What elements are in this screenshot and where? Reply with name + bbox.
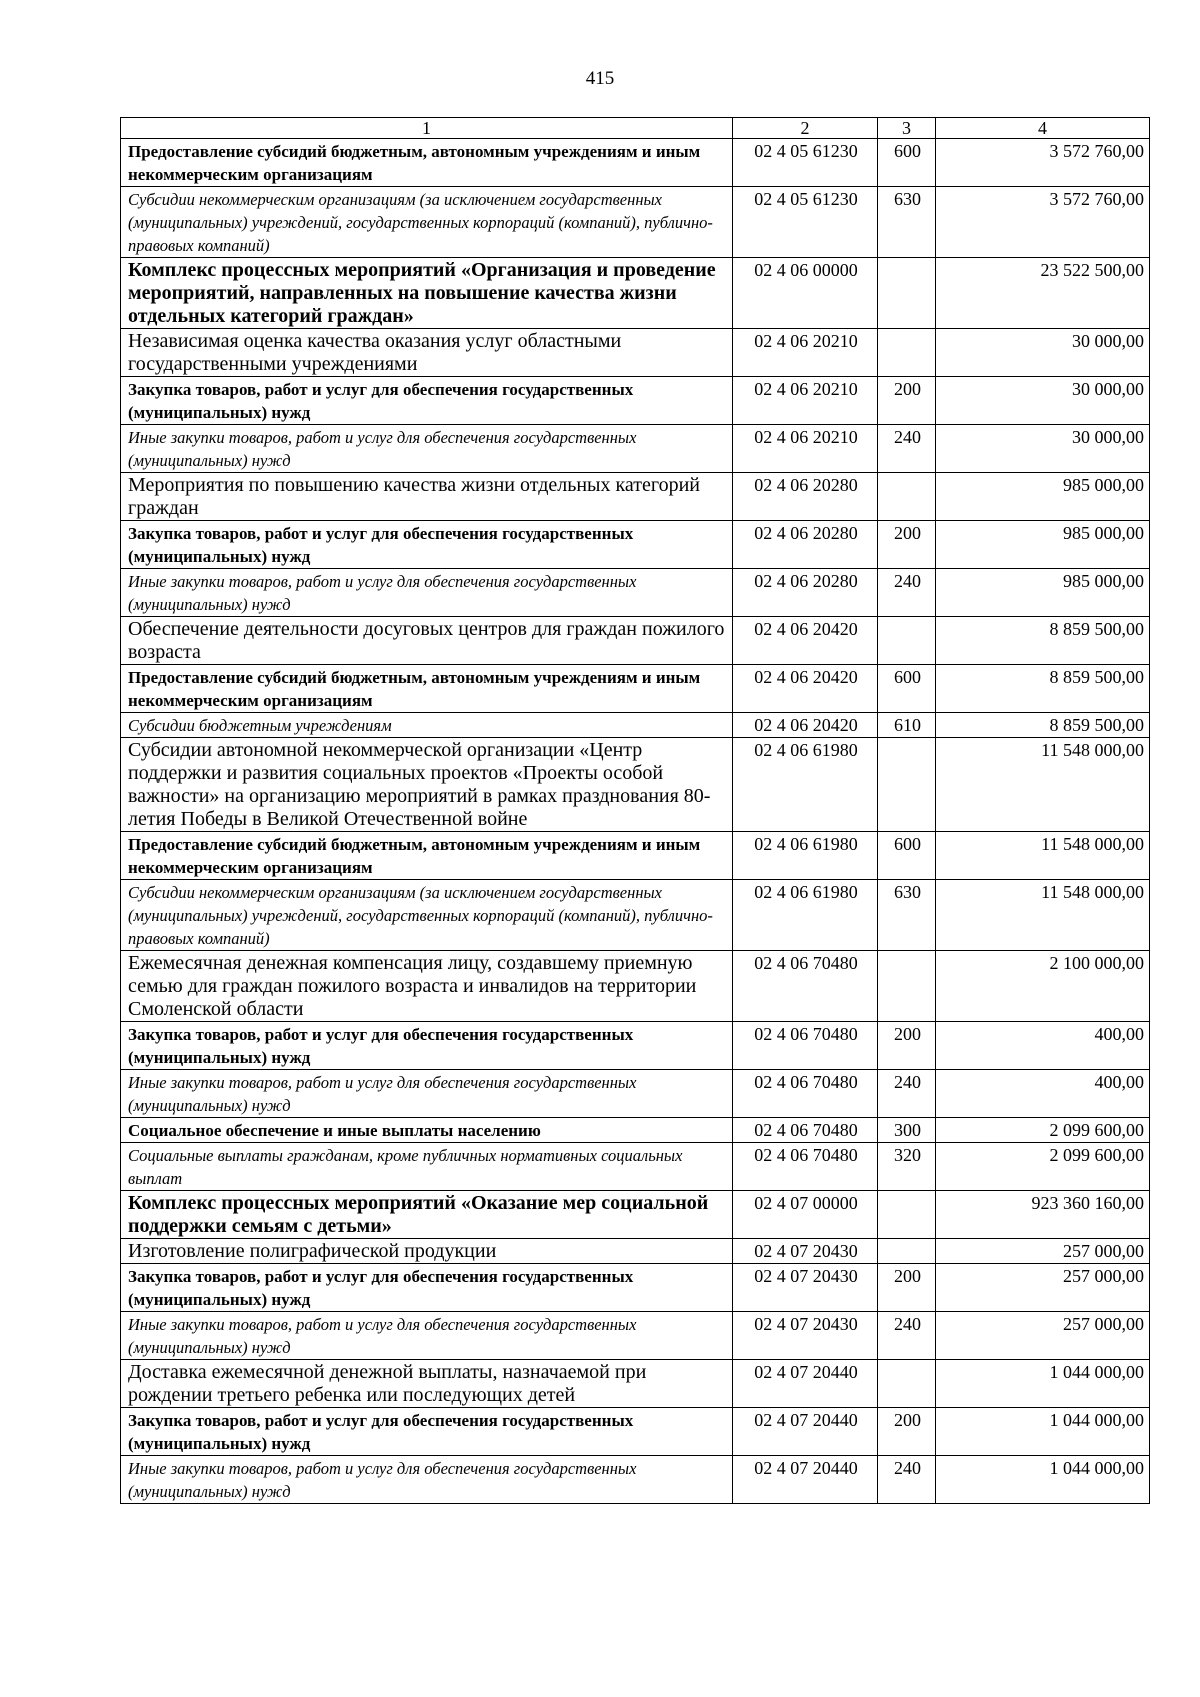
- table-body: [121, 139, 1150, 1504]
- table-row: [121, 1070, 1150, 1118]
- table-header-row: [121, 118, 1150, 139]
- row-name-cell: Предоставление субсидий бюджетным, автономным учреждениям и иным некоммерческим организациям: [121, 139, 733, 187]
- row-expense-type-cell: 240: [878, 569, 936, 617]
- row-name-cell: Предоставление субсидий бюджетным, автономным учреждениям и иным некоммерческим организациям: [121, 832, 733, 880]
- row-amount-cell: 985 000,00: [936, 521, 1150, 569]
- row-code-cell: 02 4 06 20280: [733, 569, 878, 617]
- row-amount-cell: 30 000,00: [936, 329, 1150, 377]
- row-name-cell: Комплекс процессных мероприятий «Организация и проведение мероприятий, направленных на повышение качества жизни отдельных категорий граждан»: [121, 258, 733, 329]
- table-row: [121, 425, 1150, 473]
- table-row: [121, 1360, 1150, 1408]
- row-name-cell: Социальное обеспечение и иные выплаты населению: [121, 1118, 733, 1143]
- row-amount-cell: 1 044 000,00: [936, 1360, 1150, 1408]
- table-row: [121, 1408, 1150, 1456]
- row-amount-cell: 1 044 000,00: [936, 1456, 1150, 1504]
- row-expense-type-cell: [878, 738, 936, 832]
- table-row: [121, 473, 1150, 521]
- row-name-cell: Закупка товаров, работ и услуг для обеспечения государственных (муниципальных) нужд: [121, 521, 733, 569]
- row-code-cell: 02 4 06 70480: [733, 1070, 878, 1118]
- table-row: [121, 1118, 1150, 1143]
- table-row: [121, 832, 1150, 880]
- row-expense-type-cell: 200: [878, 1264, 936, 1312]
- row-code-cell: 02 4 07 20440: [733, 1408, 878, 1456]
- row-expense-type-cell: 600: [878, 665, 936, 713]
- row-code-cell: 02 4 07 20440: [733, 1456, 878, 1504]
- row-expense-type-cell: [878, 473, 936, 521]
- row-expense-type-cell: 240: [878, 1312, 936, 1360]
- page-number: 415: [585, 68, 615, 89]
- row-name-cell: Иные закупки товаров, работ и услуг для обеспечения государственных (муниципальных) нужд: [121, 1312, 733, 1360]
- row-name-cell: Иные закупки товаров, работ и услуг для обеспечения государственных (муниципальных) нужд: [121, 425, 733, 473]
- row-code-cell: 02 4 05 61230: [733, 139, 878, 187]
- row-amount-cell: 30 000,00: [936, 377, 1150, 425]
- table-row: [121, 377, 1150, 425]
- row-expense-type-cell: 600: [878, 832, 936, 880]
- row-code-cell: 02 4 06 61980: [733, 832, 878, 880]
- row-name-cell: Субсидии некоммерческим организациям (за исключением государственных (муниципальных) учреждений, государственных корпораций (компаний), публично-правовых компаний): [121, 187, 733, 258]
- row-name-cell: Социальные выплаты гражданам, кроме публичных нормативных социальных выплат: [121, 1143, 733, 1191]
- row-code-cell: 02 4 07 20430: [733, 1312, 878, 1360]
- row-expense-type-cell: 320: [878, 1143, 936, 1191]
- row-expense-type-cell: 240: [878, 1456, 936, 1504]
- row-expense-type-cell: 610: [878, 713, 936, 738]
- row-name-cell: Закупка товаров, работ и услуг для обеспечения государственных (муниципальных) нужд: [121, 1408, 733, 1456]
- row-amount-cell: 11 548 000,00: [936, 880, 1150, 951]
- row-name-cell: Комплекс процессных мероприятий «Оказание мер социальной поддержки семьям с детьми»: [121, 1191, 733, 1239]
- header-col-1: 1: [121, 118, 733, 139]
- table-row: [121, 951, 1150, 1022]
- row-amount-cell: 8 859 500,00: [936, 665, 1150, 713]
- row-code-cell: 02 4 07 20430: [733, 1264, 878, 1312]
- row-amount-cell: 257 000,00: [936, 1264, 1150, 1312]
- row-code-cell: 02 4 06 70480: [733, 951, 878, 1022]
- table-row: [121, 880, 1150, 951]
- row-expense-type-cell: [878, 1191, 936, 1239]
- row-amount-cell: 2 099 600,00: [936, 1118, 1150, 1143]
- row-name-cell: Ежемесячная денежная компенсация лицу, создавшему приемную семью для граждан пожилого возраста и инвалидов на территории Смоленской области: [121, 951, 733, 1022]
- table-row: [121, 713, 1150, 738]
- row-name-cell: Изготовление полиграфической продукции: [121, 1239, 733, 1264]
- row-name-cell: Закупка товаров, работ и услуг для обеспечения государственных (муниципальных) нужд: [121, 377, 733, 425]
- row-expense-type-cell: 630: [878, 187, 936, 258]
- row-code-cell: 02 4 07 20440: [733, 1360, 878, 1408]
- row-code-cell: 02 4 07 00000: [733, 1191, 878, 1239]
- row-amount-cell: 1 044 000,00: [936, 1408, 1150, 1456]
- table-row: [121, 139, 1150, 187]
- row-expense-type-cell: 600: [878, 139, 936, 187]
- row-name-cell: Закупка товаров, работ и услуг для обеспечения государственных (муниципальных) нужд: [121, 1022, 733, 1070]
- row-amount-cell: 11 548 000,00: [936, 738, 1150, 832]
- row-expense-type-cell: 240: [878, 1070, 936, 1118]
- row-code-cell: 02 4 06 61980: [733, 738, 878, 832]
- table-row: [121, 1191, 1150, 1239]
- table-row: [121, 187, 1150, 258]
- row-amount-cell: 923 360 160,00: [936, 1191, 1150, 1239]
- row-expense-type-cell: 240: [878, 425, 936, 473]
- row-name-cell: Иные закупки товаров, работ и услуг для обеспечения государственных (муниципальных) нужд: [121, 1456, 733, 1504]
- row-expense-type-cell: 200: [878, 521, 936, 569]
- row-code-cell: 02 4 06 20420: [733, 617, 878, 665]
- table-row: [121, 1456, 1150, 1504]
- row-amount-cell: 8 859 500,00: [936, 617, 1150, 665]
- table-row: [121, 1143, 1150, 1191]
- row-expense-type-cell: 630: [878, 880, 936, 951]
- row-amount-cell: 3 572 760,00: [936, 139, 1150, 187]
- table-row: [121, 329, 1150, 377]
- row-name-cell: Иные закупки товаров, работ и услуг для обеспечения государственных (муниципальных) нужд: [121, 1070, 733, 1118]
- row-amount-cell: 257 000,00: [936, 1239, 1150, 1264]
- row-amount-cell: 2 100 000,00: [936, 951, 1150, 1022]
- row-name-cell: Доставка ежемесячной денежной выплаты, назначаемой при рождении третьего ребенка или последующих детей: [121, 1360, 733, 1408]
- row-name-cell: Предоставление субсидий бюджетным, автономным учреждениям и иным некоммерческим организациям: [121, 665, 733, 713]
- row-code-cell: 02 4 06 20210: [733, 377, 878, 425]
- row-expense-type-cell: [878, 951, 936, 1022]
- row-name-cell: Субсидии некоммерческим организациям (за исключением государственных (муниципальных) учреждений, государственных корпораций (компаний), публично-правовых компаний): [121, 880, 733, 951]
- row-code-cell: 02 4 05 61230: [733, 187, 878, 258]
- row-expense-type-cell: 300: [878, 1118, 936, 1143]
- row-amount-cell: 400,00: [936, 1070, 1150, 1118]
- row-name-cell: Независимая оценка качества оказания услуг областными государственными учреждениями: [121, 329, 733, 377]
- row-expense-type-cell: 200: [878, 377, 936, 425]
- row-code-cell: 02 4 06 70480: [733, 1143, 878, 1191]
- table-row: [121, 738, 1150, 832]
- row-code-cell: 02 4 06 20420: [733, 665, 878, 713]
- row-amount-cell: 985 000,00: [936, 569, 1150, 617]
- table-row: [121, 665, 1150, 713]
- row-amount-cell: 400,00: [936, 1022, 1150, 1070]
- table-row: [121, 521, 1150, 569]
- row-name-cell: Закупка товаров, работ и услуг для обеспечения государственных (муниципальных) нужд: [121, 1264, 733, 1312]
- table-row: [121, 258, 1150, 329]
- row-name-cell: Обеспечение деятельности досуговых центров для граждан пожилого возраста: [121, 617, 733, 665]
- row-code-cell: 02 4 06 20280: [733, 521, 878, 569]
- table-row: [121, 1022, 1150, 1070]
- row-amount-cell: 11 548 000,00: [936, 832, 1150, 880]
- table-row: [121, 617, 1150, 665]
- table-row: [121, 1264, 1150, 1312]
- row-code-cell: 02 4 06 20210: [733, 329, 878, 377]
- row-expense-type-cell: 200: [878, 1408, 936, 1456]
- row-name-cell: Иные закупки товаров, работ и услуг для обеспечения государственных (муниципальных) нужд: [121, 569, 733, 617]
- row-name-cell: Субсидии бюджетным учреждениям: [121, 713, 733, 738]
- row-expense-type-cell: [878, 258, 936, 329]
- row-amount-cell: 3 572 760,00: [936, 187, 1150, 258]
- row-amount-cell: 2 099 600,00: [936, 1143, 1150, 1191]
- table-row: [121, 1312, 1150, 1360]
- row-name-cell: Субсидии автономной некоммерческой организации «Центр поддержки и развития социальных проектов «Проекты особой важности» на организацию мероприятий в рамках празднования 80-летия Победы в Великой Отечественной войне: [121, 738, 733, 832]
- header-col-2: 2: [733, 118, 878, 139]
- row-code-cell: 02 4 06 61980: [733, 880, 878, 951]
- budget-table: [120, 117, 1150, 1504]
- row-code-cell: 02 4 06 20280: [733, 473, 878, 521]
- row-code-cell: 02 4 06 00000: [733, 258, 878, 329]
- header-col-4: 4: [936, 118, 1150, 139]
- row-amount-cell: 30 000,00: [936, 425, 1150, 473]
- row-expense-type-cell: [878, 617, 936, 665]
- row-amount-cell: 8 859 500,00: [936, 713, 1150, 738]
- row-code-cell: 02 4 06 20420: [733, 713, 878, 738]
- row-amount-cell: 23 522 500,00: [936, 258, 1150, 329]
- row-code-cell: 02 4 06 20210: [733, 425, 878, 473]
- row-expense-type-cell: 200: [878, 1022, 936, 1070]
- row-expense-type-cell: [878, 329, 936, 377]
- row-expense-type-cell: [878, 1360, 936, 1408]
- row-amount-cell: 257 000,00: [936, 1312, 1150, 1360]
- row-amount-cell: 985 000,00: [936, 473, 1150, 521]
- table-row: [121, 569, 1150, 617]
- table-row: [121, 1239, 1150, 1264]
- header-col-3: 3: [878, 118, 936, 139]
- row-code-cell: 02 4 06 70480: [733, 1118, 878, 1143]
- row-expense-type-cell: [878, 1239, 936, 1264]
- row-name-cell: Мероприятия по повышению качества жизни отдельных категорий граждан: [121, 473, 733, 521]
- row-code-cell: 02 4 07 20430: [733, 1239, 878, 1264]
- row-code-cell: 02 4 06 70480: [733, 1022, 878, 1070]
